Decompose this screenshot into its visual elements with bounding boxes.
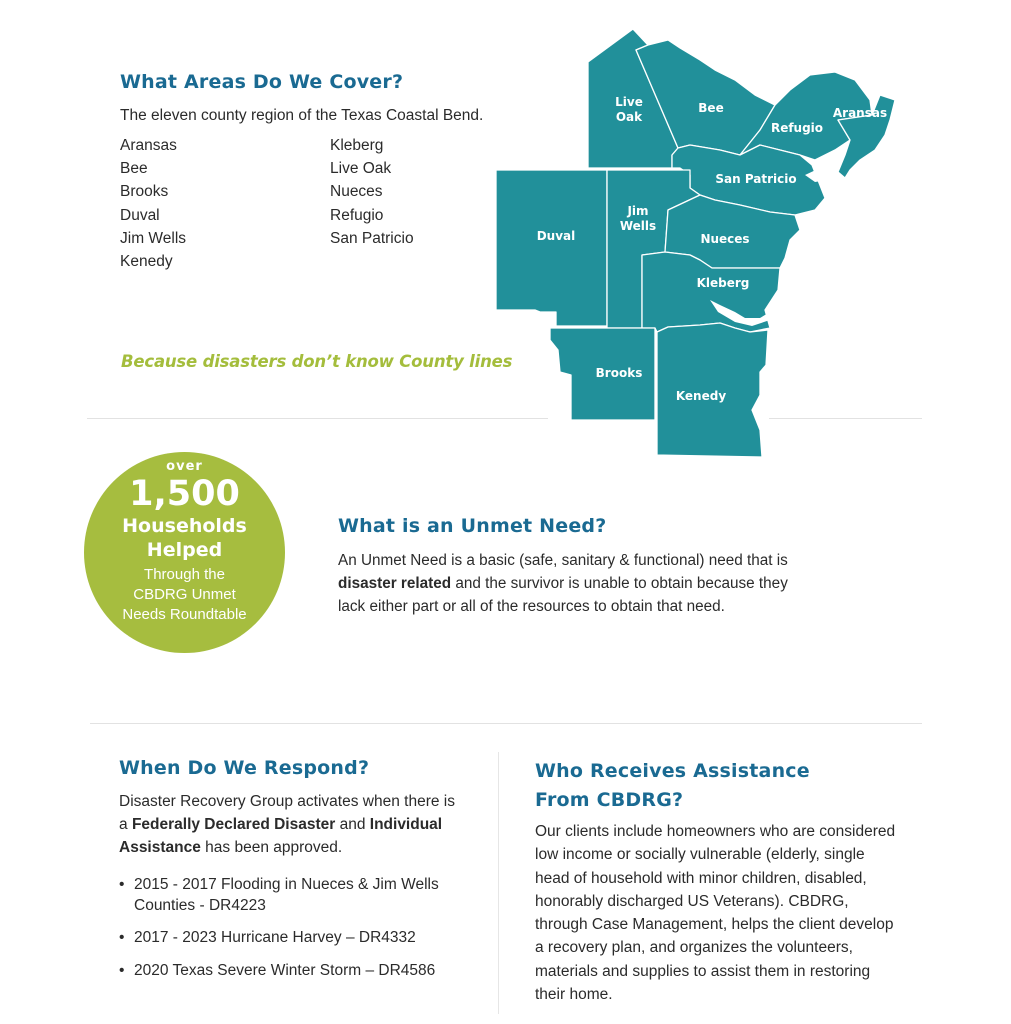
label-aransas: Aransas: [832, 106, 888, 120]
county-item: Kenedy: [120, 253, 173, 271]
emphasis: disaster related: [338, 575, 452, 592]
label-live-oak-2: Oak: [615, 110, 643, 124]
emphasis: Federally Declared Disaster: [131, 816, 336, 833]
stat-prefix: over: [166, 459, 203, 474]
divider-top-left: [87, 418, 548, 419]
county-item: Live Oak: [330, 160, 392, 178]
county-item: Brooks: [120, 183, 169, 201]
label-brooks: Brooks: [595, 366, 643, 380]
label-jim-wells-2: Wells: [619, 219, 657, 233]
respond-text: Disaster Recovery Group activates when there is a Federally Declared Disaster and Individual Assistance has been approved.: [119, 793, 455, 856]
unmet-need-text: An Unmet Need is a basic (safe, sanitary & functional) need that is disaster related and the survivor is unable to obtain because they lack either part or all of the resources to obtain that need.: [338, 552, 788, 615]
disaster-item: • 2017 - 2023 Hurricane Harvey – DR4332: [119, 928, 449, 949]
label-refugio: Refugio: [770, 121, 824, 135]
label-bee: Bee: [698, 101, 724, 115]
county-map: [490, 20, 910, 465]
stat-sub-line3: Needs Roundtable: [122, 606, 247, 623]
county-item: Refugio: [330, 206, 384, 224]
stat-sub-line2: CBDRG Unmet: [133, 586, 236, 603]
county-item: Duval: [120, 206, 160, 224]
label-duval: Duval: [536, 229, 576, 243]
unmet-need-heading: What is an Unmet Need?: [338, 515, 607, 537]
county-item: Nueces: [330, 183, 383, 201]
stat-sub-line1: Through the: [144, 566, 225, 583]
stat-label: [84, 514, 285, 562]
stat-label-line2: Helped: [146, 539, 223, 561]
county-item: Aransas: [120, 137, 177, 154]
county-item: Jim Wells: [120, 229, 187, 247]
coverage-intro: The eleven county region of the Texas Coastal Bend.: [120, 107, 484, 124]
stat-number: 1,500: [129, 474, 240, 514]
households-helped-badge: [84, 452, 285, 653]
assistance-text: Our clients include homeowners who are considered low income or socially vulnerable (elderly, single head of household with minor children, disabled, honorably discharged US Veterans). CBDRG, through Case Management, helps the client develop a recovery plan, and organizes the volunteers, materials and supplies to assist them in restoring their home.: [535, 823, 896, 1004]
tagline: Because disasters don’t know County lines: [121, 352, 513, 371]
label-kenedy: Kenedy: [675, 389, 727, 403]
label-live-oak-1: Live: [615, 95, 643, 109]
emphasis: Individual Assistance: [119, 816, 443, 856]
county-item: Bee: [120, 160, 148, 178]
disaster-list: [119, 875, 449, 993]
county-item: Kleberg: [330, 137, 384, 154]
stat-subtext: [84, 565, 285, 625]
respond-heading: When Do We Respond?: [119, 757, 370, 779]
county-list-col2: [330, 134, 414, 250]
disaster-item: • 2015 - 2017 Flooding in Nueces & Jim Wells Counties - DR4223: [119, 875, 449, 916]
stat-label-line1: Households: [122, 515, 247, 537]
disaster-item: • 2020 Texas Severe Winter Storm – DR4586: [119, 961, 449, 982]
assistance-heading: Who Receives Assistance From CBDRG?: [535, 760, 810, 811]
divider-vertical: [498, 752, 499, 1014]
label-kleberg: Kleberg: [696, 276, 750, 290]
coverage-heading: What Areas Do We Cover?: [120, 71, 404, 93]
label-jim-wells-1: Jim: [627, 204, 649, 218]
county-item: San Patricio: [330, 229, 414, 247]
label-nueces: Nueces: [700, 232, 750, 246]
county-list-col1: [120, 134, 186, 273]
label-san-patricio: San Patricio: [715, 172, 797, 186]
divider-middle: [90, 723, 922, 724]
county-duval: [496, 170, 607, 326]
